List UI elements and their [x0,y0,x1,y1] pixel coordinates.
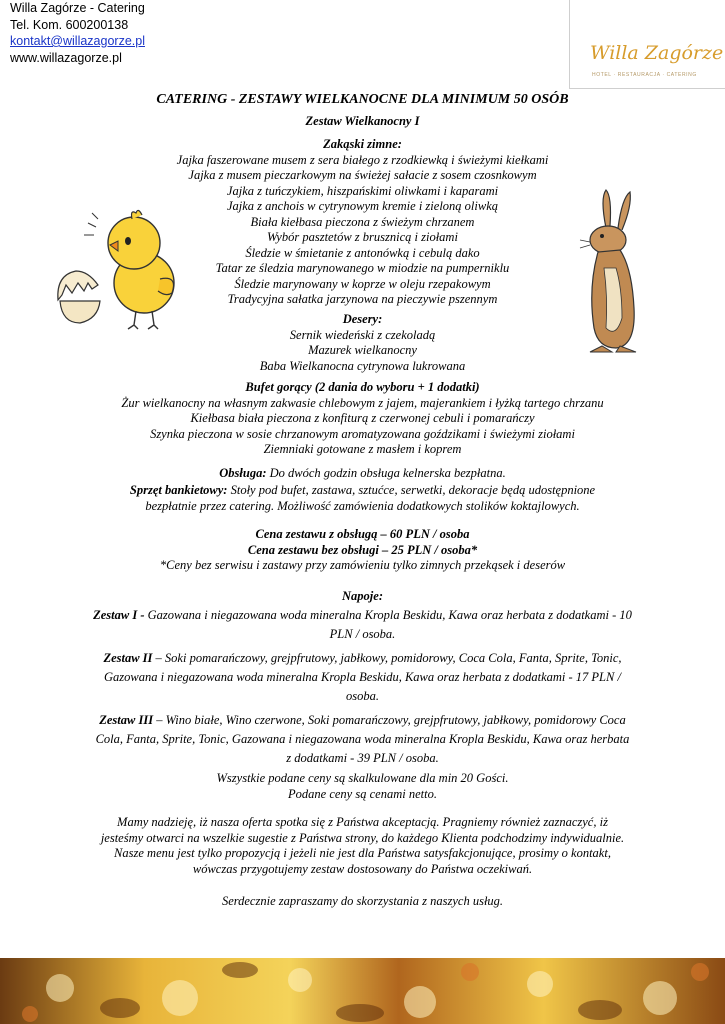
price-note-1: Wszystkie podane ceny są skalkulowane dla min 20 Gości. [216,771,509,785]
price-with-service: Cena zestawu z obsługą – 60 PLN / osoba [255,527,470,541]
prices-section [70,527,655,574]
menu-item: Jajka z tuńczykiem, hiszpańskimi oliwkami i kaparami [226,183,499,198]
page-title: CATERING - ZESTAWY WIELKANOCNE DLA MINIMUM 50 OSÓB [156,92,569,107]
cold-appetizers-section [90,137,635,308]
service-line [70,465,655,482]
contact-block [10,0,145,66]
website-url: www.willazagorze.pl [10,50,122,65]
equipment-line-2: bezpłatnie przez catering. Możliwość zamówienia dodatkowych stolików koktajlowych. [145,499,580,513]
drinks-set-1-text: Gazowana i niegazowana woda mineralna Kropla Beskidu, Kawa oraz herbata z dodatkami - 10 PLN / osoba. [144,608,632,641]
equipment-label: Sprzęt bankietowy: [129,482,228,497]
price-footnote: *Ceny bez serwisu i zastawy przy zamówieniu tylko zimnych przekąsek i deserów [159,558,566,572]
company-name: Willa Zagórze - Catering [10,1,145,15]
drinks-set-1 [92,606,633,644]
price-note-2: Podane ceny są cenami netto. [288,787,437,801]
email-link[interactable]: kontakt@willazagorze.pl [10,34,145,48]
logo-tagline: HOTEL · RESTAURACJA · CATERING [592,72,697,78]
drinks-set-1-label: Zestaw I - [93,608,145,622]
logo-name: Willa Zagórze [590,42,724,64]
drinks-heading: Napoje: [342,589,383,603]
menu-item: Baba Wielkanocna cytrynowa lukrowana [259,358,466,373]
desserts-heading: Desery: [342,312,383,326]
menu-item: Kiełbasa biała pieczona z konfiturą z czerwonej cebuli i pomarańczy [190,411,535,425]
cold-appetizers-heading: Zakąski zimne: [323,137,402,151]
menu-item: Żur wielkanocny na własnym zakwasie chlebowym z jajem, majerankiem i łyżką tartego chrzanu [121,395,604,410]
drinks-set-2-text: – Soki pomarańczowy, grejpfrutowy, jabłkowy, pomidorowy, Coca Cola, Fanta, Sprite, Tonic, Gazowana i niegazowana woda mineralna Kropla Beskidu, Kawa oraz herbata z dodatkami - 17 PLN / osoba. [104,651,622,703]
menu-item: Biała kiełbasa pieczona z świeżym chrzanem [250,214,475,229]
closing-invite: Serdecznie zapraszamy do skorzystania z naszych usług. [221,894,504,908]
menu-item: Tradycyjna sałatka jarzynowa na pieczywie pszennym [227,292,498,306]
menu-item: Jajka faszerowane musem z sera białego z rzodkiewką i świeżymi kiełkami [176,152,549,167]
price-notes [90,770,635,802]
menu-item: Szynka pieczona w sosie chrzanowym aromatyzowana goździkami i świeżymi ziołami [150,426,575,441]
hot-buffet-heading: Bufet gorący (2 dania do wyboru + 1 dodatki) [245,380,480,394]
drinks-set-3-label: Zestaw III [99,713,154,727]
menu-item: Sernik wiedeński z czekoladą [289,327,436,342]
equipment-line [70,482,655,499]
hot-buffet-section [70,380,655,458]
menu-item: Mazurek wielkanocny [308,343,417,357]
drinks-set-2-label: Zestaw II [103,651,153,665]
service-label: Obsługa: [219,466,267,480]
desserts-section [90,312,635,374]
closing-paragraph: Mamy nadzieję, iż nasza oferta spotka się z Państwa akceptacją. Pragniemy również zaznaczyć, iż jesteśmy otwarci na wszelkie sugestie z Państwa strony, do każdego Klienta podchodzimy indywidualnie. Nasze menu jest tylko propozycją i jeżeli nie jest dla Państwa satysfakcjonujące, prosimy o kontakt, wówczas przygotujemy zestaw dostosowany do Państwa oczekiwań. [100,815,625,876]
phone-number: Tel. Kom. 600200138 [10,17,129,32]
price-without-service: Cena zestawu bez obsługi – 25 PLN / osoba* [247,542,478,557]
menu-item: Wybór pasztetów z brusznicą i ziołami [267,230,458,244]
decorative-footer-image [0,958,725,1024]
set-title: Zestaw Wielkanocny I [305,114,420,128]
drinks-set-3 [92,711,633,768]
service-text: Do dwóch godzin obsługa kelnerska bezpłatna. [266,466,506,480]
equipment-text: Stoły pod bufet, zastawa, sztućce, serwetki, dekoracje będą udostępnione [227,482,596,497]
menu-item: Śledzie w śmietanie z antonówką i cebulą dako [245,245,480,260]
menu-item: Ziemniaki gotowane z masłem i koprem [263,442,462,456]
menu-item: Jajka z anchois w cytrynowym kremie i zieloną oliwką [226,199,498,213]
menu-item: Tatar ze śledzia marynowanego w miodzie na pumperniklu [215,261,510,275]
menu-item: Śledzie marynowany w koprze w oleju rzepakowym [234,276,491,291]
logo [569,0,725,89]
drinks-set-2 [92,649,633,706]
drinks-set-3-text: – Wino białe, Wino czerwone, Soki pomarańczowy, grejpfrutowy, jabłkowy, pomidorowy Coca Cola, Fanta, Sprite, Tonic, Gazowana i niegazowana woda mineralna Kropla Beskidu, Kawa oraz herbata z dodatkami - 39 PLN / osoba. [95,713,630,765]
service-section [70,465,655,515]
drinks-section [92,587,633,768]
menu-item: Jajka z musem pieczarkowym na świeżej sałacie z sosem czosnkowym [188,168,537,182]
